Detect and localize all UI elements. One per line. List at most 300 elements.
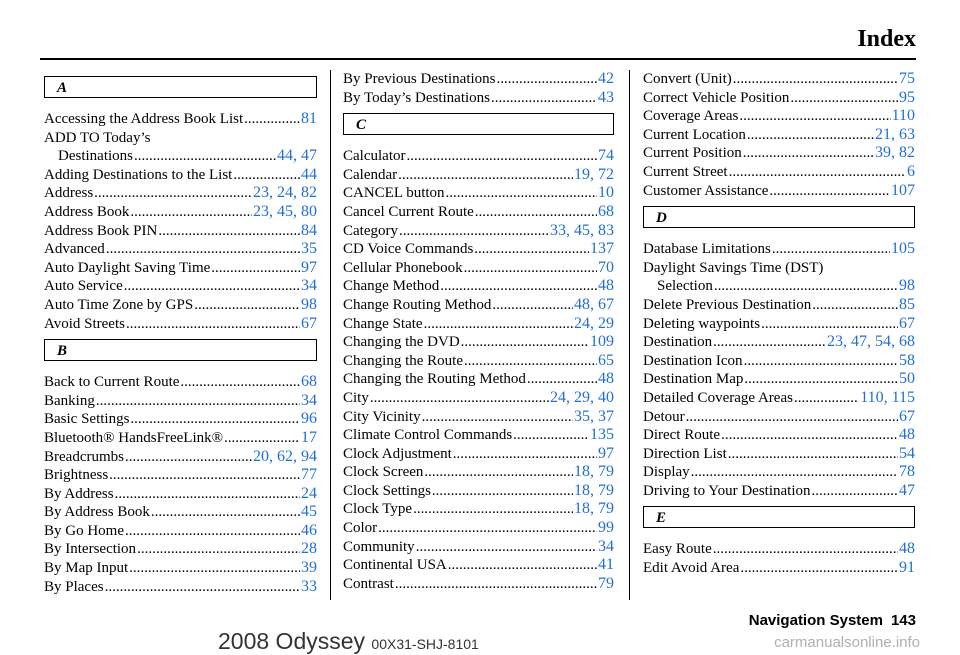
entry-term: Edit Avoid Area (643, 560, 740, 577)
page-reference-link[interactable]: 109 (590, 333, 614, 351)
index-entry (643, 296, 915, 315)
page-reference-link[interactable]: 97 (598, 444, 614, 462)
page-reference-link[interactable]: 28 (301, 540, 317, 558)
leader-dots (714, 277, 898, 296)
page-reference-link[interactable]: 42 (598, 70, 614, 87)
leader-dots (721, 426, 898, 445)
entry-term: Changing the Routing Method (343, 371, 526, 388)
page-reference-link[interactable]: 81 (301, 110, 317, 127)
entry-term: Calculator (343, 148, 406, 165)
entry-term: Avoid Streets (44, 315, 125, 332)
entry-term: Climate Control Commands (343, 427, 513, 444)
index-entry (343, 147, 614, 166)
page-reference-link[interactable]: 48 (899, 426, 915, 444)
leader-dots (233, 166, 300, 185)
page-reference-link[interactable]: 17 (301, 428, 317, 446)
index-entry (343, 315, 614, 334)
entry-term: Contrast (343, 575, 394, 592)
index-entry (343, 70, 614, 89)
page-reference-link[interactable]: 33 (301, 577, 317, 595)
index-entry (643, 259, 915, 296)
leader-dots (743, 144, 874, 163)
page-reference-link[interactable]: 19, 72 (574, 165, 614, 183)
page-reference-link[interactable]: 137 (590, 240, 614, 258)
page-reference-link[interactable]: 58 (899, 351, 915, 369)
page-title: Index (857, 26, 916, 52)
page-reference-link[interactable]: 99 (598, 519, 614, 537)
entry-term: Address Book PIN (44, 222, 158, 239)
entry-term: Change State (343, 315, 423, 332)
entry-term: Customer Assistance (643, 182, 769, 199)
page-reference-link[interactable]: 105 (891, 240, 915, 258)
leader-dots (370, 389, 549, 408)
index-entry (343, 519, 614, 538)
entry-term: Easy Route (643, 541, 712, 558)
index-entry (44, 392, 317, 411)
entry-term: Display (643, 464, 690, 481)
entry-term: Continental USA (343, 557, 447, 574)
manual-code: 00X31-SHJ-8101 (371, 636, 479, 652)
page-reference-link[interactable]: 98 (899, 277, 915, 295)
page-reference-link[interactable]: 96 (301, 410, 317, 428)
leader-dots (513, 426, 589, 445)
leader-dots (398, 166, 573, 185)
entry-term: Current Location (643, 126, 746, 143)
page-reference-link[interactable]: 70 (598, 258, 614, 276)
section-heading: A (44, 76, 317, 98)
entry-term: Advanced (44, 241, 105, 258)
entry-term: Bluetooth® HandsFreeLink® (44, 429, 224, 446)
leader-dots (729, 163, 906, 182)
leader-dots (109, 466, 300, 485)
entry-term: Convert (Unit) (643, 71, 732, 87)
index-entry (44, 277, 317, 296)
index-entry (343, 166, 614, 185)
leader-dots (130, 410, 300, 429)
entry-term: Destination (643, 334, 713, 351)
entry-term: Detailed Coverage Areas (643, 389, 793, 406)
index-entry (44, 485, 317, 504)
leader-dots (733, 70, 898, 89)
entry-term: Database Limitations (643, 241, 771, 258)
entry-term: By Go Home (44, 522, 124, 539)
index-entry (643, 182, 915, 201)
entry-term: By Today’s Destinations (343, 89, 491, 106)
index-entry (643, 144, 915, 163)
index-entry (643, 370, 915, 389)
index-entry (343, 333, 614, 352)
page-reference-link[interactable]: 33, 45, 83 (550, 221, 614, 239)
page-reference-link[interactable]: 34 (301, 391, 317, 409)
page-reference-link[interactable]: 75 (899, 70, 915, 87)
section-heading: B (44, 339, 317, 361)
leader-dots (744, 370, 898, 389)
entry-term: Direction List (643, 445, 727, 462)
index-entry (343, 389, 614, 408)
index-entry (343, 556, 614, 575)
leader-dots (497, 70, 598, 89)
index-entry (643, 389, 915, 408)
leader-dots (125, 522, 300, 541)
entry-term: By Address (44, 485, 114, 502)
index-entry (343, 240, 614, 259)
leader-dots (744, 352, 898, 371)
leader-dots (180, 373, 300, 392)
entry-term: City (343, 389, 369, 406)
entry-term: Category (343, 222, 398, 239)
entry-term: Change Routing Method (343, 296, 492, 313)
entry-term: Coverage Areas (643, 108, 739, 125)
index-entry (343, 277, 614, 296)
column-divider (330, 70, 331, 600)
index-entry (44, 203, 317, 222)
page-reference-link[interactable]: 44 (301, 165, 317, 183)
leader-dots (124, 277, 300, 296)
entry-term: Brightness (44, 467, 109, 484)
index-entry (643, 70, 915, 89)
leader-dots (794, 389, 859, 408)
page-reference-link[interactable]: 48 (899, 540, 915, 558)
page-reference-link[interactable]: 47 (899, 481, 915, 499)
leader-dots (244, 110, 300, 129)
leader-dots (194, 296, 300, 315)
index-entry (343, 408, 614, 427)
entry-term: Auto Service (44, 278, 123, 295)
index-entry (44, 410, 317, 429)
entry-term: Clock Settings (343, 482, 431, 499)
index-entry (44, 166, 317, 185)
index-entry (44, 522, 317, 541)
page-reference-link[interactable]: 77 (301, 466, 317, 484)
page-reference-link[interactable]: 46 (301, 521, 317, 539)
page-reference-link[interactable]: 41 (598, 556, 614, 574)
leader-dots (151, 503, 300, 522)
page-reference-link[interactable]: 68 (301, 373, 317, 391)
page-reference-link[interactable]: 97 (301, 258, 317, 276)
entry-term: Basic Settings (44, 411, 130, 428)
watermark: carmanualsonline.info (774, 634, 920, 651)
page-reference-link[interactable]: 78 (899, 463, 915, 481)
leader-dots (130, 203, 252, 222)
page-reference-link[interactable]: 79 (598, 574, 614, 592)
leader-dots (686, 408, 898, 427)
page-reference-link[interactable]: 74 (598, 147, 614, 165)
page-reference-link[interactable]: 6 (907, 162, 915, 180)
leader-dots (691, 463, 898, 482)
leader-dots (492, 296, 573, 315)
leader-dots (395, 575, 597, 594)
section-heading: C (343, 113, 614, 135)
page-reference-link[interactable]: 95 (899, 88, 915, 106)
index-column-1 (44, 70, 317, 596)
leader-dots (129, 559, 300, 578)
leader-dots (96, 392, 300, 411)
leader-dots (432, 482, 573, 501)
page-reference-link[interactable]: 23, 24, 82 (253, 184, 317, 202)
page-reference-link[interactable]: 107 (891, 181, 915, 199)
index-entry (44, 222, 317, 241)
index-entry (643, 89, 915, 108)
leader-dots (448, 556, 597, 575)
index-entry (44, 578, 317, 597)
index-entry (643, 163, 915, 182)
entry-term: Accessing the Address Book List (44, 111, 244, 127)
index-entry (44, 540, 317, 559)
index-entry (643, 333, 915, 352)
index-column-3 (643, 70, 915, 578)
leader-dots (474, 240, 589, 259)
leader-dots (464, 352, 597, 371)
entry-term: Clock Type (343, 501, 413, 518)
page-reference-link[interactable]: 98 (301, 295, 317, 313)
page-reference-link[interactable]: 50 (899, 370, 915, 388)
index-entry (343, 426, 614, 445)
entry-term: By Address Book (44, 504, 150, 521)
page-reference-link[interactable]: 85 (899, 295, 915, 313)
entry-term: By Map Input (44, 560, 129, 577)
page-reference-link[interactable]: 68 (598, 202, 614, 220)
entry-term: City Vicinity (343, 408, 421, 425)
page-reference-link[interactable]: 18, 79 (574, 481, 614, 499)
header-rule (40, 58, 916, 60)
page-reference-link[interactable]: 20, 62, 94 (253, 447, 317, 465)
leader-dots (527, 370, 597, 389)
page-reference-link[interactable]: 39, 82 (875, 144, 915, 162)
index-entry (643, 559, 915, 578)
leader-dots (137, 540, 300, 559)
page-reference-link[interactable]: 21, 63 (875, 125, 915, 143)
entry-term: Breadcrumbs (44, 448, 124, 465)
leader-dots (416, 538, 597, 557)
index-entry (44, 429, 317, 448)
leader-dots (125, 448, 252, 467)
index-entry (343, 370, 614, 389)
index-entry (643, 315, 915, 334)
entry-term: CD Voice Commands (343, 241, 474, 258)
index-entry (343, 222, 614, 241)
page-reference-link[interactable]: 10 (598, 184, 614, 202)
leader-dots (115, 485, 300, 504)
page-reference-link[interactable]: 110, 115 (860, 388, 915, 406)
page-reference-link[interactable]: 24 (301, 484, 317, 502)
entry-term: By Previous Destinations (343, 71, 496, 87)
entry-term: Back to Current Route (44, 374, 180, 391)
index-entry (44, 373, 317, 392)
page-number: 143 (890, 612, 916, 629)
leader-dots (378, 519, 597, 538)
leader-dots (440, 277, 597, 296)
entry-term: Address Book (44, 203, 130, 220)
leader-dots (740, 559, 898, 578)
page-reference-link[interactable]: 34 (598, 537, 614, 555)
leader-dots (812, 296, 898, 315)
index-entry (44, 448, 317, 467)
index-entry (44, 315, 317, 334)
leader-dots (790, 89, 898, 108)
page-reference-link[interactable]: 34 (301, 277, 317, 295)
index-entry (343, 184, 614, 203)
page-reference-link[interactable]: 18, 79 (574, 463, 614, 481)
leader-dots (94, 184, 252, 203)
index-entry (643, 426, 915, 445)
section-heading: E (643, 506, 915, 528)
page-reference-link[interactable]: 35 (301, 240, 317, 258)
leader-dots (713, 333, 826, 352)
page-reference-link[interactable]: 39 (301, 559, 317, 577)
leader-dots (399, 222, 549, 241)
leader-dots (424, 315, 573, 334)
leader-dots (413, 500, 573, 519)
page-reference-link[interactable]: 35, 37 (574, 407, 614, 425)
leader-dots (772, 240, 890, 259)
page-reference-link[interactable]: 91 (899, 559, 915, 577)
entry-term: Adding Destinations to the List (44, 166, 233, 183)
leader-dots (739, 107, 890, 126)
page-reference-link[interactable]: 48 (598, 370, 614, 388)
index-entry (643, 463, 915, 482)
entry-term: Cancel Current Route (343, 203, 474, 220)
leader-dots (461, 333, 589, 352)
index-entry (643, 408, 915, 427)
index-entry (44, 503, 317, 522)
column-divider (629, 70, 630, 600)
page-reference-link[interactable]: 18, 79 (574, 500, 614, 518)
leader-dots (422, 408, 573, 427)
index-entry (643, 240, 915, 259)
page-reference-link[interactable]: 48 (598, 277, 614, 295)
leader-dots (406, 147, 597, 166)
entry-term: Auto Time Zone by GPS (44, 296, 194, 313)
section-heading: D (643, 206, 915, 228)
page-reference-link[interactable]: 44, 47 (277, 147, 317, 165)
leader-dots (211, 259, 300, 278)
leader-dots (446, 184, 597, 203)
leader-dots (134, 147, 276, 166)
entry-term: Destinations (58, 148, 133, 165)
page-reference-link[interactable]: 23, 47, 54, 68 (827, 333, 915, 351)
leader-dots (158, 222, 300, 241)
entry-term: Delete Previous Destination (643, 296, 812, 313)
index-column-2 (343, 70, 614, 593)
entry-term: Changing the Route (343, 352, 463, 369)
page-reference-link[interactable]: 54 (899, 444, 915, 462)
entry-term: Address (44, 185, 94, 202)
index-entry (343, 482, 614, 501)
index-entry (643, 445, 915, 464)
entry-term: Driving to Your Destination (643, 482, 811, 499)
model-name: 2008 Odyssey (218, 628, 366, 654)
entry-term: Community (343, 538, 415, 555)
entry-term: Calendar (343, 166, 398, 183)
index-entry (343, 203, 614, 222)
footer-section-label (749, 612, 916, 629)
page-reference-link[interactable]: 135 (590, 426, 614, 444)
index-entry (44, 466, 317, 485)
index-entry (643, 107, 915, 126)
entry-term: CANCEL button (343, 185, 445, 202)
footer-section-name: Navigation System (748, 612, 883, 629)
page-reference-link[interactable]: 48, 67 (574, 295, 614, 313)
entry-term: Direct Route (643, 427, 721, 444)
page-reference-link[interactable]: 43 (598, 88, 614, 106)
index-entry (44, 129, 317, 166)
page-reference-link[interactable]: 23, 45, 80 (253, 202, 317, 220)
entry-term: Color (343, 520, 378, 537)
leader-dots (464, 259, 597, 278)
leader-dots (453, 445, 597, 464)
index-entry (44, 184, 317, 203)
index-entry (343, 575, 614, 594)
entry-term: Destination Map (643, 371, 744, 388)
index-entry (643, 540, 915, 559)
leader-dots (224, 429, 300, 448)
entry-term: Daylight Savings Time (DST) (643, 259, 824, 276)
leader-dots (761, 315, 898, 334)
index-entry (343, 538, 614, 557)
index-entry (44, 110, 317, 129)
page-reference-link[interactable]: 67 (899, 407, 915, 425)
leader-dots (106, 240, 300, 259)
entry-term: Clock Screen (343, 464, 424, 481)
entry-term: Deleting waypoints (643, 315, 761, 332)
index-entry (643, 352, 915, 371)
leader-dots (812, 482, 898, 501)
entry-term: Clock Adjustment (343, 445, 452, 462)
leader-dots (105, 578, 300, 597)
leader-dots (424, 463, 573, 482)
index-entry (343, 296, 614, 315)
leader-dots (728, 445, 898, 464)
index-entry (643, 126, 915, 145)
entry-term: Cellular Phonebook (343, 259, 463, 276)
leader-dots (475, 203, 597, 222)
entry-term: Detour (643, 408, 685, 425)
index-entry (343, 463, 614, 482)
index-entry (343, 500, 614, 519)
index-entry (343, 89, 614, 108)
page-reference-link[interactable]: 24, 29 (574, 314, 614, 332)
index-entry (44, 559, 317, 578)
entry-term: By Intersection (44, 541, 137, 558)
entry-term: Selection (657, 278, 713, 295)
leader-dots (126, 315, 300, 334)
page-reference-link[interactable]: 84 (301, 221, 317, 239)
entry-term: Correct Vehicle Position (643, 89, 790, 106)
page-reference-link[interactable]: 110 (891, 107, 915, 125)
page-reference-link[interactable]: 45 (301, 503, 317, 521)
entry-term: Change Method (343, 278, 440, 295)
entry-term: ADD TO Today’s (44, 129, 151, 146)
index-entry (44, 240, 317, 259)
page-reference-link[interactable]: 67 (301, 314, 317, 332)
leader-dots (769, 182, 890, 201)
footer-model (218, 628, 479, 655)
page-reference-link[interactable]: 24, 29, 40 (550, 388, 614, 406)
index-entry (343, 352, 614, 371)
entry-term: Auto Daylight Saving Time (44, 259, 211, 276)
entry-term: Current Street (643, 163, 728, 180)
page-reference-link[interactable]: 65 (598, 351, 614, 369)
entry-term: By Places (44, 578, 104, 595)
index-entry (343, 445, 614, 464)
leader-dots (491, 89, 597, 108)
entry-term: Destination Icon (643, 352, 743, 369)
page-reference-link[interactable]: 67 (899, 314, 915, 332)
index-entry (343, 259, 614, 278)
index-entry (44, 296, 317, 315)
index-entry (643, 482, 915, 501)
leader-dots (747, 126, 874, 145)
